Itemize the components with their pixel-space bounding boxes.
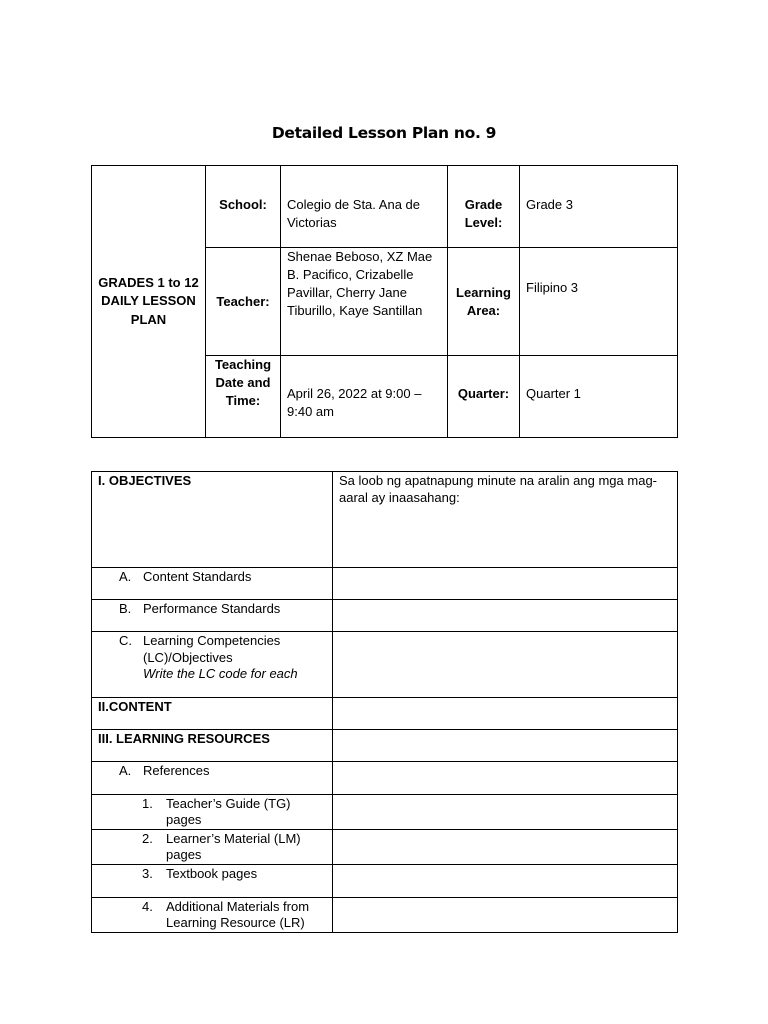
learning-competencies-label: Learning Competencies (LC)/Objectives bbox=[143, 633, 281, 665]
list-marker: A. bbox=[119, 569, 132, 584]
date-value: April 26, 2022 at 9:00 – 9:40 am bbox=[281, 356, 448, 438]
references-label: References bbox=[143, 763, 210, 778]
grade-level-label: Grade Level: bbox=[448, 166, 520, 248]
grade-box-text: GRADES 1 to 12 DAILY LESSON PLAN bbox=[98, 274, 199, 327]
learners-material-cell bbox=[92, 830, 333, 865]
list-marker: A. bbox=[119, 763, 132, 778]
teachers-guide-label: Teacher’s Guide (TG) pages bbox=[166, 796, 291, 827]
list-marker: 4. bbox=[142, 899, 153, 914]
quarter-label: Quarter: bbox=[448, 356, 520, 438]
objectives-heading: I. OBJECTIVES bbox=[98, 473, 192, 488]
quarter-value: Quarter 1 bbox=[520, 356, 678, 438]
content-standards-value bbox=[333, 568, 678, 600]
content-standards-label: Content Standards bbox=[143, 569, 252, 584]
date-label: Teaching Date and Time: bbox=[206, 356, 281, 438]
content-heading: II.CONTENT bbox=[98, 699, 172, 714]
teachers-guide-cell bbox=[92, 795, 333, 830]
performance-standards-label: Performance Standards bbox=[143, 601, 281, 616]
content-standards-cell bbox=[92, 568, 333, 600]
list-marker: 2. bbox=[142, 831, 153, 846]
content-heading-cell bbox=[92, 698, 333, 730]
resources-heading-cell bbox=[92, 730, 333, 762]
list-marker: B. bbox=[119, 601, 132, 616]
lesson-plan-header-table bbox=[91, 165, 678, 438]
additional-materials-value bbox=[333, 898, 678, 933]
learning-area-value: Filipino 3 bbox=[520, 248, 678, 356]
textbook-pages-label: Textbook pages bbox=[166, 866, 258, 881]
list-marker: C. bbox=[119, 633, 132, 648]
learners-material-label: Learner’s Material (LM) pages bbox=[166, 831, 301, 862]
objectives-table bbox=[91, 471, 678, 933]
lc-code-note: Write the LC code for each bbox=[143, 666, 298, 681]
document-title: Detailed Lesson Plan no. 9 bbox=[271, 124, 497, 142]
textbook-pages-value bbox=[333, 865, 678, 898]
teacher-value: Shenae Beboso, XZ Mae B. Pacifico, Crizabelle Pavillar, Cherry Jane Tiburillo, Kaye Santillan bbox=[281, 248, 448, 356]
grade-level-value: Grade 3 bbox=[520, 166, 678, 248]
learning-competencies-value bbox=[333, 632, 678, 698]
list-marker: 3. bbox=[142, 866, 153, 881]
textbook-pages-cell bbox=[92, 865, 333, 898]
school-label: School: bbox=[206, 166, 281, 248]
content-value bbox=[333, 698, 678, 730]
grade-box-cell bbox=[92, 166, 206, 438]
objectives-intro: Sa loob ng apatnapung minute na aralin ang mga mag-aaral ay inaasahang: bbox=[333, 472, 678, 568]
learning-competencies-cell bbox=[92, 632, 333, 698]
references-value bbox=[333, 762, 678, 795]
performance-standards-value bbox=[333, 600, 678, 632]
resources-heading: III. LEARNING RESOURCES bbox=[98, 731, 270, 746]
school-value: Colegio de Sta. Ana de Victorias bbox=[281, 166, 448, 248]
teacher-label: Teacher: bbox=[206, 248, 281, 356]
objectives-heading-cell bbox=[92, 472, 333, 568]
resources-value bbox=[333, 730, 678, 762]
additional-materials-cell bbox=[92, 898, 333, 933]
additional-materials-label: Additional Materials from Learning Resource (LR) bbox=[166, 899, 310, 930]
list-marker: 1. bbox=[142, 796, 153, 811]
performance-standards-cell bbox=[92, 600, 333, 632]
learners-material-value bbox=[333, 830, 678, 865]
references-cell bbox=[92, 762, 333, 795]
learning-area-label: Learning Area: bbox=[448, 248, 520, 356]
teachers-guide-value bbox=[333, 795, 678, 830]
